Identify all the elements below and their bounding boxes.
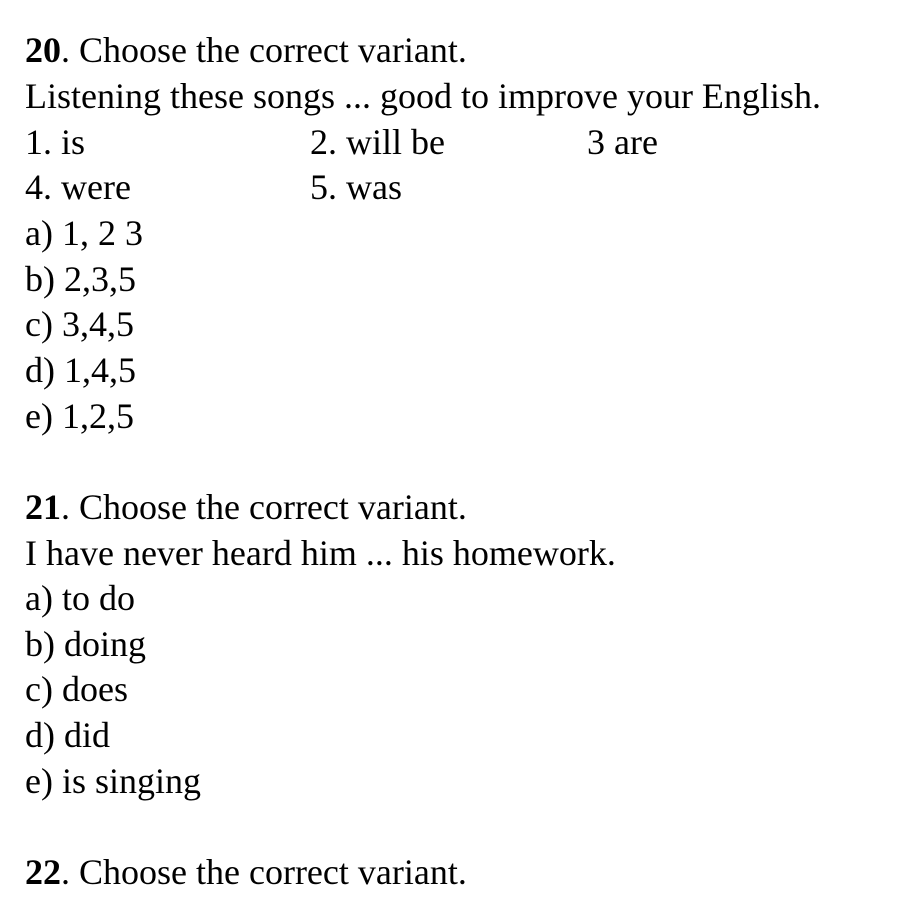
option-e: e) is singing [25, 761, 201, 801]
answer-item: 1. is [25, 122, 86, 162]
option-c: c) does [25, 669, 128, 709]
option-b: b) doing [25, 624, 146, 664]
answer-item: 5. was [310, 167, 402, 207]
question-21-prompt: I have never heard him ... his homework. [25, 533, 616, 573]
question-22-heading [25, 852, 467, 892]
question-number: 21 [25, 487, 61, 527]
question-number: 20 [25, 30, 61, 70]
option-b: b) 2,3,5 [25, 259, 136, 299]
question-20-heading [25, 30, 467, 70]
question-instruction: . Choose the correct variant. [61, 852, 467, 892]
option-d: d) 1,4,5 [25, 350, 136, 390]
option-d: d) did [25, 715, 110, 755]
option-a: a) to do [25, 578, 135, 618]
option-c: c) 3,4,5 [25, 304, 134, 344]
answer-item: 3 are [587, 122, 658, 162]
option-e: e) 1,2,5 [25, 396, 134, 436]
question-instruction: . Choose the correct variant. [61, 487, 467, 527]
question-number: 22 [25, 852, 61, 892]
question-21-heading [25, 487, 467, 527]
question-instruction: . Choose the correct variant. [61, 30, 467, 70]
question-20-prompt: Listening these songs ... good to improve your English. [25, 76, 821, 116]
option-a: a) 1, 2 3 [25, 213, 143, 253]
answer-item: 2. will be [310, 122, 445, 162]
answer-item: 4. were [25, 167, 131, 207]
